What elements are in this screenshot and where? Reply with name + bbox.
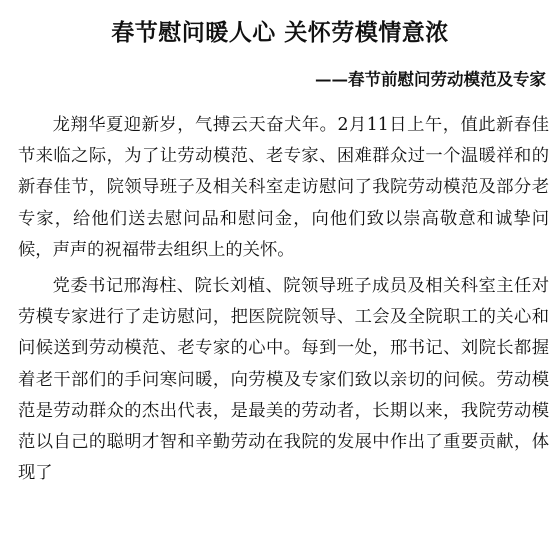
paragraph-2: 党委书记邢海柱、院长刘植、院领导班子成员及相关科室主任对劳模专家进行了走访慰问，把医院院领导、工会及全院职工的关心和问候送到劳动模范、老专家的心中。每到一处，邢书记、刘院长都握着老干部们的手问寒问暖，向劳模及专家们致以亲切的问候。劳动模范是劳动群众的杰出代表，是最美的劳动者，长期以来，我院劳动模范以自己的聪明才智和辛勤劳动在我院的发展中作出了重要贡献，体现了	[18, 276, 549, 484]
article-subtitle: ——春节前慰问劳动模范及专家	[315, 70, 546, 89]
article-body	[18, 110, 549, 494]
paragraph-1: 龙翔华夏迎新岁，气搏云天奋犬年。2月11日上午，值此新春佳节来临之际，为了让劳动模范、老专家、困难群众过一个温暖祥和的新春佳节，院领导班子及相关科室走访慰问了我院劳动模范及部分老专家，给他们送去慰问品和慰问金，向他们致以崇高敬意和诚挚问候，声声的祝福带去组织上的关怀。	[18, 115, 549, 260]
article-title: 春节慰问暖人心 关怀劳模情意浓	[111, 19, 449, 46]
